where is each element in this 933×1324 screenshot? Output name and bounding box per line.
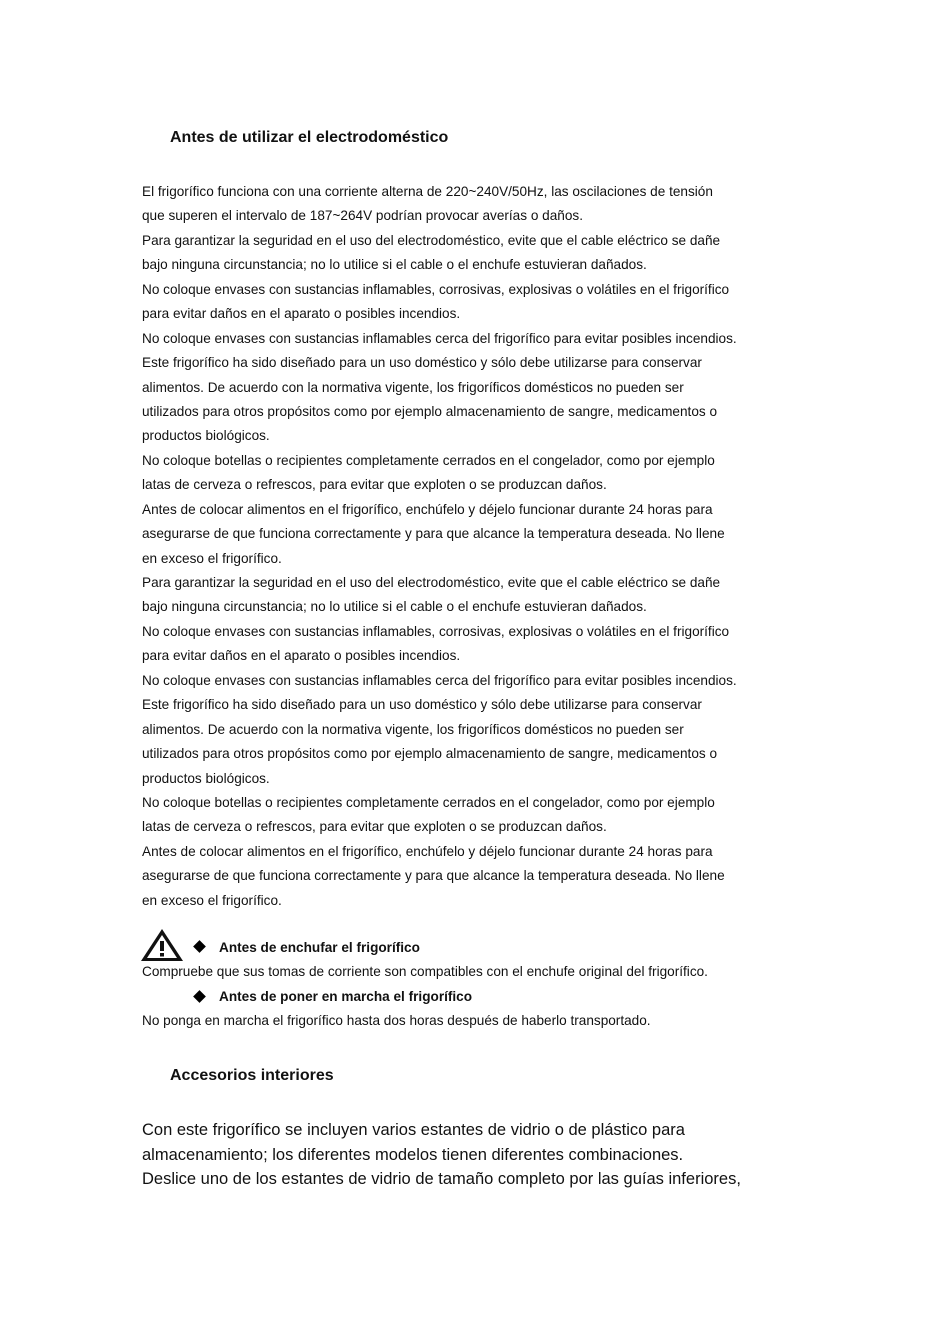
warning-triangle-icon [140,928,184,962]
text-line: No coloque envases con sustancias inflamables, corrosivas, explosivas o volátiles en el frigorífico [142,281,730,297]
text-line: Este frigorífico ha sido diseñado para un uso doméstico y sólo debe utilizarse para conservar [142,697,702,713]
text-line: asegurarse de que funciona correctamente y para que alcance la temperatura deseada. No llene [142,526,725,542]
section-body-interior-accessories [142,1118,741,1192]
text-line: No coloque envases con sustancias inflamables cerca del frigorífico para evitar posibles incendios. [142,330,737,346]
text-line: Con este frigorífico se incluyen varios estantes de vidrio o de plástico para [142,1121,685,1139]
text-line: bajo ninguna circunstancia; no lo utilice si el cable o el enchufe estuvieran dañados. [142,599,647,615]
text-line: Para garantizar la seguridad en el uso del electrodoméstico, evite que el cable eléctrico se dañe [142,575,721,590]
text-line: en exceso el frigorífico. [142,550,282,566]
text-line: No coloque envases con sustancias inflamables, corrosivas, explosivas o volátiles en el frigorífico [142,623,730,639]
text-line: bajo ninguna circunstancia; no lo utilice si el cable o el enchufe estuvieran dañados. [142,257,647,273]
text-line: productos biológicos. [142,428,270,444]
section-heading-interior-accessories: Accesorios interiores [170,1067,334,1084]
text-line: utilizados para otros propósitos como por ejemplo almacenamiento de sangre, medicamentos o [142,746,718,762]
warning-text-start-up: No ponga en marcha el frigorífico hasta dos horas después de haberlo transportado. [142,1013,651,1028]
section-heading-before-use: Antes de utilizar el electrodoméstico [170,129,449,146]
text-line: en exceso el frigorífico. [142,892,282,908]
warning-title-start-up: Antes de poner en marcha el frigorífico [219,989,473,1004]
bullet-diamond-icon [193,940,206,953]
text-line: latas de cerveza o refrescos, para evitar que exploten o se produzcan daños. [142,819,607,835]
text-line: alimentos. De acuerdo con la normativa vigente, los frigoríficos domésticos no pueden ser [142,379,684,395]
warning-text-plug-in: Compruebe que sus tomas de corriente son compatibles con el enchufe original del frigorífico. [142,964,708,979]
text-line: para evitar daños en el aparato o posibles incendios. [142,306,461,322]
warning-title-plug-in: Antes de enchufar el frigorífico [219,940,420,955]
text-line: asegurarse de que funciona correctamente y para que alcance la temperatura deseada. No llene [142,868,725,884]
text-line: latas de cerveza o refrescos, para evitar que exploten o se produzcan daños. [142,477,607,493]
text-line: Para garantizar la seguridad en el uso del electrodoméstico, evite que el cable eléctrico se dañe [142,232,721,248]
text-line: Antes de colocar alimentos en el frigorífico, enchúfelo y déjelo funcionar durante 24 horas para [142,501,713,517]
bullet-diamond-icon [193,990,206,1003]
text-line: que superen el intervalo de 187~264V podrían provocar averías o daños. [142,208,583,224]
text-line: No coloque botellas o recipientes completamente cerrados en el congelador, como por ejemplo [142,794,715,810]
text-line: para evitar daños en el aparato o posibles incendios. [142,648,461,664]
text-line: utilizados para otros propósitos como por ejemplo almacenamiento de sangre, medicamentos o [142,403,718,419]
text-line: No coloque botellas o recipientes completamente cerrados en el congelador, como por ejemplo [142,452,715,468]
text-line: Deslice uno de los estantes de vidrio de tamaño completo por las guías inferiores, [142,1170,741,1188]
text-line: productos biológicos. [142,770,270,786]
text-line: Este frigorífico ha sido diseñado para un uso doméstico y sólo debe utilizarse para conservar [142,355,702,371]
text-line: almacenamiento; los diferentes modelos tienen diferentes combinaciones. [142,1145,684,1164]
text-line: No coloque envases con sustancias inflamables cerca del frigorífico para evitar posibles incendios. [142,672,737,688]
text-line: El frigorífico funciona con una corriente alterna de 220~240V/50Hz, las oscilaciones de tensión [142,184,713,199]
text-line: Antes de colocar alimentos en el frigorífico, enchúfelo y déjelo funcionar durante 24 horas para [142,843,713,859]
text-line: alimentos. De acuerdo con la normativa vigente, los frigoríficos domésticos no pueden ser [142,721,684,737]
section-body-before-use [142,180,802,913]
